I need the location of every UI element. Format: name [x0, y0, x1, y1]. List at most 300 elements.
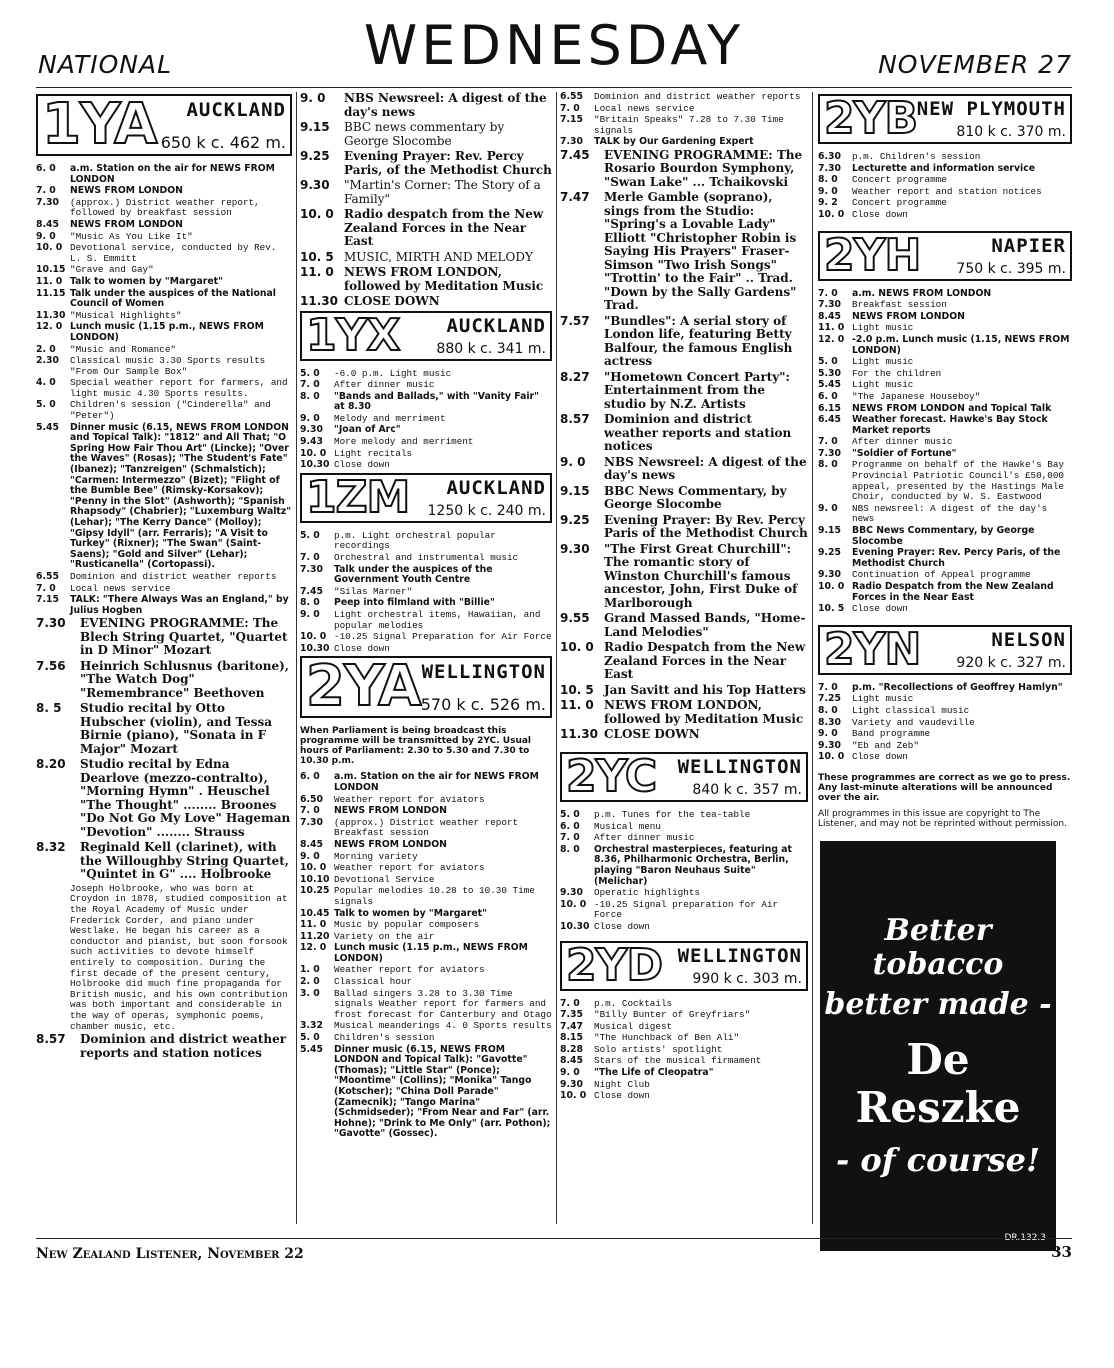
programme-time: 8.45	[36, 218, 59, 230]
programme-description: "Hometown Concert Party": Entertainment from the studio by N.Z. Artists	[604, 369, 790, 411]
programme-list	[36, 164, 292, 1060]
programme-time: 6. 0	[560, 820, 580, 832]
programme-time: 7.30	[818, 447, 841, 459]
programme-list	[818, 289, 1072, 615]
programme-time: 10.30	[300, 459, 330, 471]
programme-description: Music by popular composers	[334, 919, 480, 931]
programme-item	[300, 920, 552, 931]
programme-item	[36, 595, 292, 616]
station-callsign: 2YN	[824, 623, 921, 675]
programme-description: NBS newsreel: A digest of the day's news	[852, 502, 1048, 525]
programme-time: 6.50	[300, 793, 323, 805]
programme-time: 7.15	[560, 114, 583, 126]
programme-time: 7. 0	[560, 832, 580, 844]
programme-item	[560, 485, 808, 512]
programme-description: BBC news commentary by George Slocombe	[344, 120, 505, 148]
programme-item	[36, 277, 292, 288]
programme-item	[560, 845, 808, 887]
programme-description: NEWS FROM LONDON	[70, 185, 183, 197]
programme-description: Close down	[334, 459, 390, 471]
programme-time: 10.10	[300, 873, 330, 885]
programme-description: Dominion and district weather reports	[594, 91, 801, 102]
programme-item	[300, 266, 552, 293]
programme-time: 10.45	[300, 907, 330, 919]
programme-item	[36, 584, 292, 595]
station-frequency: 1250 k c. 240 m.	[427, 502, 546, 519]
programme-item	[818, 548, 1072, 569]
station-callsign: 1YA	[42, 92, 157, 157]
programme-description: After dinner music	[594, 832, 695, 844]
programme-time: 9.15	[818, 525, 841, 537]
programme-item	[560, 115, 808, 136]
programme-time: 7. 0	[300, 805, 320, 817]
programme-item	[36, 232, 292, 243]
column-divider	[296, 92, 297, 1224]
programme-description: Operatic highlights	[594, 887, 701, 899]
programme-time: 8. 0	[560, 843, 580, 855]
programme-description: Lunch music (1.15 p.m., NEWS FROM LONDON)	[334, 942, 528, 964]
programme-item	[818, 152, 1072, 163]
programme-item	[818, 404, 1072, 415]
programme-time: 10.15	[36, 264, 66, 276]
programme-time: 9. 0	[818, 185, 838, 197]
programme-description: Continuation of Appeal programme	[852, 569, 1031, 581]
programme-list	[818, 683, 1072, 763]
programme-description: Close down	[852, 208, 908, 220]
programme-description: Classical hour	[334, 976, 413, 988]
programme-time: 11. 0	[300, 919, 327, 931]
programme-item	[560, 371, 808, 412]
programme-description: Talk to women by "Margaret"	[70, 275, 223, 287]
programme-item	[818, 380, 1072, 391]
programme-description: -2.0 p.m. Lunch music (1.15, NEWS FROM LONDON)	[852, 333, 1070, 356]
ad-line-2: better made -	[824, 986, 1052, 1022]
programme-time: 9. 2	[818, 197, 838, 209]
programme-time: 8.45	[560, 1055, 583, 1067]
programme-item	[36, 841, 292, 882]
programme-time: 9.30	[818, 569, 841, 581]
programme-time: 2. 0	[300, 976, 320, 988]
programme-description: Weather report and station notices	[852, 185, 1042, 197]
programme-item	[818, 504, 1072, 525]
programme-item	[300, 414, 552, 425]
programme-item	[36, 423, 292, 571]
station-logo-2ya	[300, 656, 552, 718]
programme-item	[36, 198, 292, 219]
programme-description: Radio Despatch from the New Zealand Forces in the Near East	[604, 640, 806, 682]
programme-list	[560, 999, 808, 1102]
programme-item	[36, 289, 292, 310]
programme-time: 7. 0	[818, 436, 838, 448]
programme-time: 9.43	[300, 436, 323, 448]
station-callsign: 2YA	[306, 654, 421, 720]
programme-description: p.m. Light orchestral popular recordings	[334, 529, 496, 552]
programme-list	[300, 369, 552, 471]
programme-time: 8. 0	[818, 704, 838, 716]
programme-time: 7.45	[300, 585, 323, 597]
programme-item	[36, 660, 292, 701]
station-logo-1ya	[36, 94, 292, 156]
programme-description: Evening Prayer: Rev. Percy Paris, of the Methodist Church	[852, 547, 1061, 569]
programme-item	[36, 265, 292, 276]
programme-item	[300, 852, 552, 863]
programme-item	[300, 1033, 552, 1044]
station-city: WELLINGTON	[677, 944, 802, 967]
station-callsign: 2YB	[824, 93, 918, 144]
programme-description: Dominion and district weather reports	[70, 570, 277, 582]
programme-time: 3.32	[300, 1020, 323, 1032]
programme-item	[300, 449, 552, 460]
programme-item	[560, 1056, 808, 1067]
station-frequency: 990 k c. 303 m.	[692, 970, 802, 987]
programme-time: 10. 0	[818, 751, 845, 763]
programme-item	[560, 191, 808, 313]
programme-description: For the children	[852, 367, 942, 379]
programme-item	[818, 369, 1072, 380]
programme-description: Light music	[852, 322, 914, 334]
programme-item	[36, 356, 292, 377]
programme-time: 9. 0	[36, 230, 56, 242]
programme-time: 2.30	[36, 355, 59, 367]
programme-time: 9. 0	[300, 91, 326, 105]
programme-item	[300, 1045, 552, 1140]
programme-description: Breakfast session	[852, 299, 947, 311]
programme-description: p.m. Tunes for the tea-table	[594, 808, 751, 820]
programme-time: 7.30	[560, 136, 583, 148]
programme-time: 7. 0	[818, 287, 838, 299]
programme-time: 9.30	[300, 424, 323, 436]
programme-item	[818, 526, 1072, 547]
programme-description: Talk under the auspices of the Government Youth Centre	[334, 563, 493, 586]
masthead-date: NOVEMBER 27	[878, 50, 1072, 79]
programme-description: NEWS FROM LONDON, followed by Meditation Music	[604, 698, 804, 726]
programme-time: 7.30	[818, 162, 841, 174]
programme-time: 10.25	[300, 885, 330, 897]
programme-description: Close down	[594, 1090, 650, 1102]
programme-item	[36, 378, 292, 399]
programme-description: "Music and Romance"	[70, 343, 177, 355]
programme-item	[300, 875, 552, 886]
programme-item	[300, 437, 552, 448]
programme-item	[300, 208, 552, 249]
station-city: AUCKLAND	[186, 98, 286, 121]
programme-item	[560, 1091, 808, 1102]
programme-time: 10. 0	[300, 631, 327, 643]
programme-description: p.m. "Recollections of Geoffrey Hamlyn"	[852, 681, 1063, 693]
programme-item	[560, 1033, 808, 1044]
programme-description: Solo artists' spotlight	[594, 1043, 723, 1055]
programme-time: 6. 0	[818, 390, 838, 402]
programme-description: (approx.) District weather report, followed by breakfast session	[70, 196, 260, 219]
programme-description: Local news service	[70, 582, 171, 594]
station-frequency: 570 k c. 526 m.	[420, 694, 546, 714]
programme-description: Concert programme	[852, 197, 947, 209]
programme-description: NBS Newsreel: A digest of the day's news	[344, 91, 547, 119]
station-callsign: 2YC	[566, 750, 657, 802]
station-logo-2yd	[560, 941, 808, 991]
programme-time: 6.55	[560, 91, 583, 102]
programme-item	[560, 641, 808, 682]
column-divider	[556, 92, 557, 1224]
programme-item	[560, 104, 808, 115]
programme-item	[560, 612, 808, 639]
programme-item	[818, 706, 1072, 717]
programme-time: 7.57	[560, 313, 590, 328]
page-footer	[36, 1238, 1072, 1262]
programme-time: 9.30	[560, 541, 590, 556]
programme-description: Merle Gamble (soprano), sings from the Studio: "Spring's a Lovable Lady" Elliott "Christopher Robin is Saying His Prayers" Fraser-Simson "Two Irish Songs" "Trottin' to the Fair" .. Trad. "Down by the Sally Gardens" Trad.	[604, 190, 797, 313]
programme-list	[300, 531, 552, 655]
programme-description: Children's session	[334, 1032, 435, 1044]
station-logo-2yc	[560, 752, 808, 802]
programme-time: 7.35	[560, 1009, 583, 1021]
programme-item	[300, 425, 552, 436]
programme-time: 8.20	[36, 757, 66, 772]
programme-item	[300, 909, 552, 920]
programme-description: Studio recital by Edna Dearlove (mezzo-contralto), "Morning Hymn" . Heuschel "The Thought" ........ Broones "Do Not Go My Love" Hageman "Devotion" ........ Strauss	[80, 757, 291, 839]
programme-description: Weather report for aviators	[334, 862, 485, 874]
programme-list	[560, 92, 808, 742]
programme-description: Light music	[852, 356, 914, 368]
programme-list	[560, 810, 808, 933]
programme-description: (approx.) District weather report Breakfast session	[334, 816, 519, 839]
programme-item	[818, 392, 1072, 403]
programme-description: "Bundles": A serial story of London life, featuring Betty Balfour, the famous English actress	[604, 313, 793, 369]
programme-description: "The Life of Cleopatra"	[594, 1067, 714, 1079]
programme-item	[300, 644, 552, 655]
programme-item	[36, 164, 292, 185]
programme-description: CLOSE DOWN	[604, 727, 700, 742]
programme-item	[36, 1033, 292, 1060]
programme-time: 7. 0	[300, 379, 320, 391]
programme-description: Close down	[852, 751, 908, 763]
programme-item	[300, 795, 552, 806]
programme-time: 9.15	[560, 483, 590, 498]
programme-time: 12. 0	[300, 942, 327, 954]
programme-item	[300, 121, 552, 148]
programme-description: After dinner music	[852, 436, 953, 448]
programme-item	[300, 965, 552, 976]
programme-time: 9.25	[560, 512, 590, 527]
programme-description: NEWS FROM LONDON	[852, 310, 965, 322]
programme-time: 8.57	[560, 412, 590, 427]
programme-description: Variety and vaudeville	[852, 716, 975, 728]
programme-description: p.m. Children's session	[852, 151, 981, 162]
programme-item	[560, 888, 808, 899]
programme-item	[818, 718, 1072, 729]
programme-time: 11. 0	[36, 275, 63, 287]
programme-time: 7.25	[818, 693, 841, 705]
programme-description: Stars of the musical firmament	[594, 1055, 762, 1067]
station-city: NELSON	[991, 628, 1066, 651]
programme-item	[36, 345, 292, 356]
programme-item	[300, 598, 552, 609]
programme-time: 7.30	[36, 616, 66, 631]
programme-item	[818, 312, 1072, 323]
programme-item	[300, 553, 552, 564]
programme-item	[300, 932, 552, 943]
programme-description: Lunch music (1.15 p.m., NEWS FROM LONDON)	[70, 321, 264, 343]
station-frequency: 920 k c. 327 m.	[956, 654, 1066, 671]
programme-description: NEWS FROM LONDON and Topical Talk	[852, 402, 1052, 414]
programme-item	[560, 728, 808, 742]
programme-description: EVENING PROGRAMME: The Rosario Bourdon Symphony, "Swan Lake" ... Tchaikovski	[604, 147, 803, 189]
programme-description: Radio despatch from the New Zealand Forces in the Near East	[344, 207, 544, 248]
station-frequency: 880 k c. 341 m.	[436, 340, 546, 357]
programme-description: "The Japanese Houseboy"	[852, 390, 981, 402]
programme-item	[560, 822, 808, 833]
programme-item	[300, 92, 552, 119]
station-frequency: 810 k c. 370 m.	[956, 124, 1066, 140]
programme-description: -10.25 Signal Preparation for Air Force	[334, 631, 552, 643]
programme-description: Studio recital by Otto Hubscher (violin), and Tessa Birnie (piano), "Sonata in F Major" Mozart	[80, 701, 273, 756]
programme-item	[818, 460, 1072, 502]
programme-item	[818, 323, 1072, 334]
page-title: WEDNESDAY	[363, 14, 745, 77]
programme-time: 10.30	[560, 920, 590, 932]
programme-description: "Joan of Arc"	[334, 424, 401, 436]
programme-item	[300, 251, 552, 265]
programme-description: Lecturette and information service	[852, 162, 1036, 174]
programme-time: 5. 0	[300, 1032, 320, 1044]
station-frequency: 750 k c. 395 m.	[956, 260, 1066, 277]
programme-description: TALK by Our Gardening Expert	[594, 136, 754, 148]
programme-item	[300, 610, 552, 631]
programme-time: 10.30	[300, 642, 330, 654]
programme-time: 10. 0	[560, 640, 594, 655]
programme-time: 3. 0	[300, 987, 320, 999]
programme-time: 11.15	[36, 287, 66, 299]
station-city: AUCKLAND	[446, 314, 546, 337]
programme-time: 8.57	[36, 1032, 66, 1047]
programme-description: p.m. Cocktails	[594, 997, 673, 1009]
programme-description: "Music As You Like It"	[70, 230, 193, 242]
station-logo-2yn	[818, 625, 1072, 675]
programme-time: 10. 0	[818, 581, 845, 592]
programme-description: Orchestral and instrumental music	[334, 552, 519, 564]
programme-time: 10. 0	[818, 208, 845, 220]
programme-time: 7.30	[818, 299, 841, 311]
programme-item	[818, 437, 1072, 448]
programme-description: Talk under the auspices of the National Council of Women	[70, 287, 276, 310]
programme-description: NEWS FROM LONDON	[70, 218, 183, 230]
programme-description: Radio Despatch from the New Zealand Forces in the Near East	[852, 581, 1054, 603]
programme-item	[818, 570, 1072, 581]
masthead	[36, 8, 1072, 88]
programme-time: 8.30	[818, 716, 841, 728]
programme-time: 5.45	[36, 421, 59, 433]
programme-description: "Bands and Ballads," with "Vanity Fair" at 8.30	[334, 390, 539, 413]
programme-item	[300, 977, 552, 988]
programme-time: 1. 0	[300, 964, 320, 976]
programme-time: 10. 5	[560, 682, 594, 697]
programme-item	[818, 729, 1072, 740]
programme-time: 10. 0	[560, 898, 587, 910]
programme-time: 5.45	[818, 379, 841, 391]
programme-time: 9. 0	[818, 728, 838, 740]
programme-description: NEWS FROM LONDON, followed by Meditation Music	[344, 265, 544, 293]
programme-item	[818, 752, 1072, 763]
programme-time: 8. 0	[300, 390, 320, 402]
programme-item	[300, 772, 552, 793]
programme-description: a.m. NEWS FROM LONDON	[852, 287, 992, 299]
station-callsign: 1YX	[306, 309, 400, 361]
programme-description: Band programme	[852, 728, 931, 740]
programme-description: EVENING PROGRAMME: The Blech String Quartet, "Quartet in D Minor" Mozart	[80, 616, 288, 658]
station-city: WELLINGTON	[677, 755, 802, 778]
programme-item	[560, 149, 808, 190]
programme-item	[36, 400, 292, 421]
programme-time: 11. 0	[560, 698, 594, 713]
programme-time: 7. 0	[300, 552, 320, 564]
station-city: NAPIER	[991, 234, 1066, 257]
programme-item	[36, 884, 292, 1032]
programme-description: NBS Newsreel: A digest of the day's news	[604, 454, 807, 483]
programme-item	[300, 943, 552, 964]
programme-description: Dinner music (6.15, NEWS FROM LONDON and Topical Talk): "Gavotte" (Thomas); "Little Star" (Ponce); "Moontime" (Collins); "Monika" Tango (Kotscher); "China Doll Parade" (Zamecnik); "Tango Marina" (Schmidseder); "From Near and Far" (arr. Hohne); "Drink to Me Only" (arr. Pothon); "Gavotte" (Gossec).	[334, 1043, 551, 1140]
programme-description: Night Club	[594, 1078, 650, 1090]
programme-item	[300, 380, 552, 391]
programme-description: "Grave and Gay"	[70, 264, 154, 276]
programme-description: Dinner music (6.15, NEWS FROM LONDON and Topical Talk): "1812" and All That; "O Spring How Fair Thou Art" (Lincke); "Over the Waves" (Rosas); "The Student's Fate" (Ibanez); "Tanzreigen" (Schmalstich); "Carmen: Intermezzo" (Bizet); "Flight of the Bumble Bee" (Rimsky-Korsakov); "Penny in the Slot" (Ashworth); "Spanish Rhapsody" (Chabrier); "Luxemburg Waltz" (Lehar); "The Kerry Dance" (Molloy); "Gipsy Idyll" (arr. Ferraris); "A Visit to Turkey" (Rixner); "The Swan" (Saint-Saens); "Gold and Silver" (Lehar); "Rusticanella" (Cortopassi).	[70, 421, 292, 571]
programme-time: 5. 0	[818, 356, 838, 368]
programme-description: Special weather report for farmers, and light music 4.30 Sports results.	[70, 377, 288, 399]
programme-description: Light recitals	[334, 447, 413, 459]
programme-item	[36, 220, 292, 231]
programme-time: 5. 0	[300, 529, 320, 541]
station-logo-2yh	[818, 231, 1072, 281]
programme-description: Musical digest	[594, 1020, 673, 1032]
programme-description: "Soldier of Fortune"	[852, 447, 957, 459]
programme-item	[300, 179, 552, 206]
station-city: AUCKLAND	[446, 476, 546, 499]
programme-description: TALK: "There Always Was an England," by Julius Hogben	[70, 594, 289, 616]
programme-time: 9.30	[560, 887, 583, 899]
programme-time: 7. 0	[560, 102, 580, 114]
programme-description: a.m. Station on the air for NEWS FROM LONDON	[334, 771, 539, 793]
programme-item	[560, 92, 808, 103]
programme-time: 7.30	[300, 563, 323, 575]
ad-line-1: Better tobacco	[872, 912, 1004, 982]
programme-description: Dominion and district weather reports and station notices	[604, 412, 792, 454]
programme-time: 4. 0	[36, 377, 56, 389]
station-city: NEW PLYMOUTH	[916, 98, 1066, 120]
programme-time: 12. 0	[36, 321, 63, 333]
programme-description: Weather forecast. Hawke's Bay Stock Market reports	[852, 414, 1048, 436]
programme-time: 11.20	[300, 930, 330, 942]
programme-description: Talk to women by "Margaret"	[334, 907, 487, 919]
programme-item	[818, 449, 1072, 460]
programme-item	[818, 210, 1072, 221]
programme-time: 8.32	[36, 840, 66, 855]
programme-time: 9.30	[818, 739, 841, 751]
programme-item	[818, 300, 1072, 311]
programme-time: 6. 0	[300, 771, 320, 783]
programme-time: 11.30	[560, 727, 598, 742]
programme-time: 11. 0	[818, 322, 845, 334]
programme-time: 9. 0	[560, 454, 586, 469]
programme-item	[818, 289, 1072, 300]
programme-item	[818, 582, 1072, 603]
programme-time: 8. 5	[36, 701, 62, 716]
programme-description: Grand Massed Bands, "Home-Land Melodies"	[604, 611, 806, 639]
programme-item	[300, 818, 552, 839]
station-frequency: 650 k c. 462 m.	[160, 132, 286, 152]
parliament-note: When Parliament is being broadcast this programme will be transmitted by 2YC. Usual hours of Parliament: 2.30 to 5.30 and 7.30 to 10.30 p.m.	[300, 726, 532, 767]
programme-item	[300, 1021, 552, 1032]
programme-description: Close down	[852, 603, 908, 615]
programme-time: 8.15	[560, 1032, 583, 1044]
